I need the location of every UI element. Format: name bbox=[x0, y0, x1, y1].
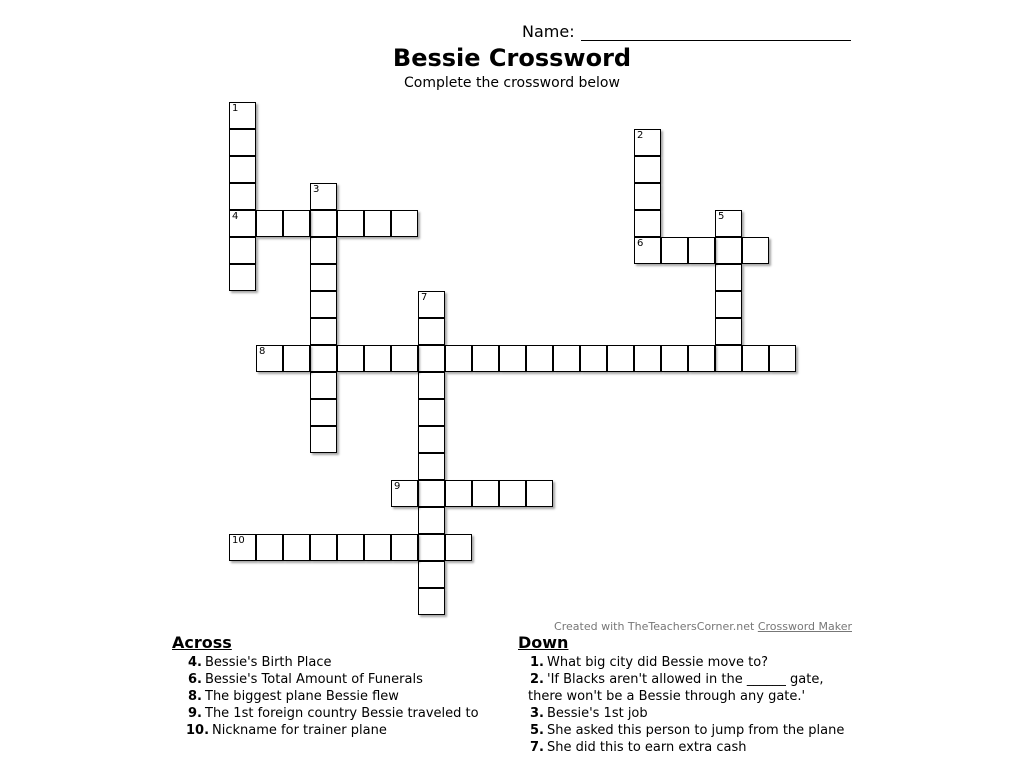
cell-number: 5 bbox=[718, 211, 725, 222]
grid-cell[interactable] bbox=[337, 534, 364, 561]
clue-text: Bessie's Total Amount of Funerals bbox=[205, 672, 423, 687]
grid-cell[interactable] bbox=[715, 264, 742, 291]
page-subtitle: Complete the crossword below bbox=[404, 75, 620, 91]
down-clue bbox=[528, 739, 858, 756]
grid-cell[interactable] bbox=[391, 345, 418, 372]
grid-cell[interactable] bbox=[229, 102, 256, 129]
grid-cell[interactable] bbox=[310, 291, 337, 318]
cell-number: 7 bbox=[421, 292, 428, 303]
cell-number: 6 bbox=[637, 238, 644, 249]
grid-cell[interactable] bbox=[715, 291, 742, 318]
grid-cell[interactable] bbox=[310, 210, 337, 237]
grid-cell[interactable] bbox=[634, 129, 661, 156]
grid-cell[interactable] bbox=[634, 183, 661, 210]
grid-cell[interactable] bbox=[418, 318, 445, 345]
cell-number: 3 bbox=[313, 184, 320, 195]
grid-cell[interactable] bbox=[310, 345, 337, 372]
grid-cell[interactable] bbox=[418, 291, 445, 318]
cell-number: 4 bbox=[232, 211, 239, 222]
grid-cell[interactable] bbox=[229, 237, 256, 264]
clue-number: 10. bbox=[186, 723, 210, 738]
name-label: Name: bbox=[522, 22, 575, 41]
grid-cell[interactable] bbox=[310, 264, 337, 291]
grid-cell[interactable] bbox=[445, 534, 472, 561]
clue-number: 9. bbox=[188, 706, 202, 721]
down-list bbox=[518, 654, 858, 756]
clue-text: The 1st foreign country Bessie traveled to bbox=[205, 706, 479, 721]
clue-number: 7. bbox=[530, 740, 544, 755]
grid-cell[interactable] bbox=[418, 534, 445, 561]
clue-text: She did this to earn extra cash bbox=[547, 740, 747, 755]
grid-cell[interactable] bbox=[364, 534, 391, 561]
down-heading: Down bbox=[518, 633, 569, 652]
grid-cell[interactable] bbox=[418, 399, 445, 426]
grid-cell[interactable] bbox=[715, 237, 742, 264]
grid-cell[interactable] bbox=[688, 237, 715, 264]
grid-cell[interactable] bbox=[418, 507, 445, 534]
grid-cell[interactable] bbox=[310, 183, 337, 210]
clue-number: 5. bbox=[530, 723, 544, 738]
grid-cell[interactable] bbox=[742, 345, 769, 372]
clue-number: 2. bbox=[530, 672, 544, 687]
grid-cell[interactable] bbox=[310, 399, 337, 426]
across-heading: Across bbox=[172, 633, 232, 652]
clue-number: 1. bbox=[530, 655, 544, 670]
grid-cell[interactable] bbox=[472, 480, 499, 507]
page-title: Bessie Crossword bbox=[392, 44, 632, 72]
grid-cell[interactable] bbox=[256, 210, 283, 237]
down-clues bbox=[518, 633, 858, 756]
grid-cell[interactable] bbox=[499, 480, 526, 507]
grid-cell[interactable] bbox=[283, 534, 310, 561]
grid-cell[interactable] bbox=[634, 237, 661, 264]
down-clue bbox=[528, 654, 858, 671]
grid-cell[interactable] bbox=[526, 480, 553, 507]
grid-cell[interactable] bbox=[256, 534, 283, 561]
grid-cell[interactable] bbox=[634, 345, 661, 372]
grid-cell[interactable] bbox=[310, 534, 337, 561]
grid-cell[interactable] bbox=[715, 345, 742, 372]
down-clue bbox=[528, 705, 858, 722]
grid-cell[interactable] bbox=[418, 588, 445, 615]
across-clues bbox=[172, 633, 492, 739]
credit-text: Created with TheTeachersCorner.net bbox=[554, 620, 758, 633]
grid-cell[interactable] bbox=[256, 345, 283, 372]
down-clue bbox=[528, 671, 858, 705]
grid-cell[interactable] bbox=[337, 210, 364, 237]
grid-cell[interactable] bbox=[229, 210, 256, 237]
clue-text: 'If Blacks aren't allowed in the ______ gate, there won't be a Bessie through any gate.' bbox=[528, 672, 824, 704]
grid-cell[interactable] bbox=[715, 318, 742, 345]
grid-cell[interactable] bbox=[607, 345, 634, 372]
grid-cell[interactable] bbox=[634, 210, 661, 237]
grid-cell[interactable] bbox=[310, 237, 337, 264]
down-clue bbox=[528, 722, 858, 739]
clue-text: Bessie's 1st job bbox=[547, 706, 648, 721]
grid-cell[interactable] bbox=[229, 534, 256, 561]
clue-text: The biggest plane Bessie flew bbox=[205, 689, 399, 704]
grid-cell[interactable] bbox=[715, 210, 742, 237]
clue-number: 4. bbox=[188, 655, 202, 670]
grid-cell[interactable] bbox=[229, 264, 256, 291]
grid-cell[interactable] bbox=[472, 345, 499, 372]
across-clue bbox=[172, 688, 492, 705]
grid-cell[interactable] bbox=[580, 345, 607, 372]
grid-cell[interactable] bbox=[418, 345, 445, 372]
grid-cell[interactable] bbox=[688, 345, 715, 372]
grid-cell[interactable] bbox=[391, 210, 418, 237]
grid-cell[interactable] bbox=[769, 345, 796, 372]
grid-cell[interactable] bbox=[742, 237, 769, 264]
clue-number: 8. bbox=[188, 689, 202, 704]
grid-cell[interactable] bbox=[661, 237, 688, 264]
grid-cell[interactable] bbox=[418, 372, 445, 399]
grid-cell[interactable] bbox=[418, 561, 445, 588]
grid-cell[interactable] bbox=[364, 345, 391, 372]
across-clue bbox=[172, 654, 492, 671]
grid-cell[interactable] bbox=[364, 210, 391, 237]
grid-cell[interactable] bbox=[391, 534, 418, 561]
clue-text: What big city did Bessie move to? bbox=[547, 655, 769, 670]
clue-number: 6. bbox=[188, 672, 202, 687]
grid-cell[interactable] bbox=[310, 426, 337, 453]
grid-cell[interactable] bbox=[310, 372, 337, 399]
grid-cell[interactable] bbox=[283, 345, 310, 372]
grid-cell[interactable] bbox=[499, 345, 526, 372]
clue-text: Nickname for trainer plane bbox=[212, 723, 387, 738]
grid-cell[interactable] bbox=[337, 345, 364, 372]
grid-cell[interactable] bbox=[418, 426, 445, 453]
clue-number: 3. bbox=[530, 706, 544, 721]
cell-number: 2 bbox=[637, 130, 644, 141]
grid-cell[interactable] bbox=[661, 345, 688, 372]
cell-number: 1 bbox=[232, 103, 239, 114]
grid-cell[interactable] bbox=[310, 318, 337, 345]
grid-cell[interactable] bbox=[229, 156, 256, 183]
grid-cell[interactable] bbox=[526, 345, 553, 372]
grid-cell[interactable] bbox=[418, 453, 445, 480]
crossword-maker-link[interactable]: Crossword Maker bbox=[757, 620, 852, 633]
clue-text: Bessie's Birth Place bbox=[205, 655, 332, 670]
across-clue bbox=[172, 671, 492, 688]
cell-number: 8 bbox=[259, 346, 266, 357]
cell-number: 10 bbox=[232, 535, 245, 546]
grid-cell[interactable] bbox=[634, 156, 661, 183]
clue-text: She asked this person to jump from the plane bbox=[547, 723, 845, 738]
credit-line bbox=[554, 620, 852, 633]
grid-cell[interactable] bbox=[445, 345, 472, 372]
across-clue bbox=[172, 722, 492, 739]
grid-cell[interactable] bbox=[391, 480, 418, 507]
grid-cell[interactable] bbox=[553, 345, 580, 372]
grid-cell[interactable] bbox=[229, 183, 256, 210]
grid-cell[interactable] bbox=[283, 210, 310, 237]
grid-cell[interactable] bbox=[229, 129, 256, 156]
cell-number: 9 bbox=[394, 481, 401, 492]
grid-cell[interactable] bbox=[418, 480, 445, 507]
across-clue bbox=[172, 705, 492, 722]
grid-cell[interactable] bbox=[445, 480, 472, 507]
across-list bbox=[172, 654, 492, 739]
